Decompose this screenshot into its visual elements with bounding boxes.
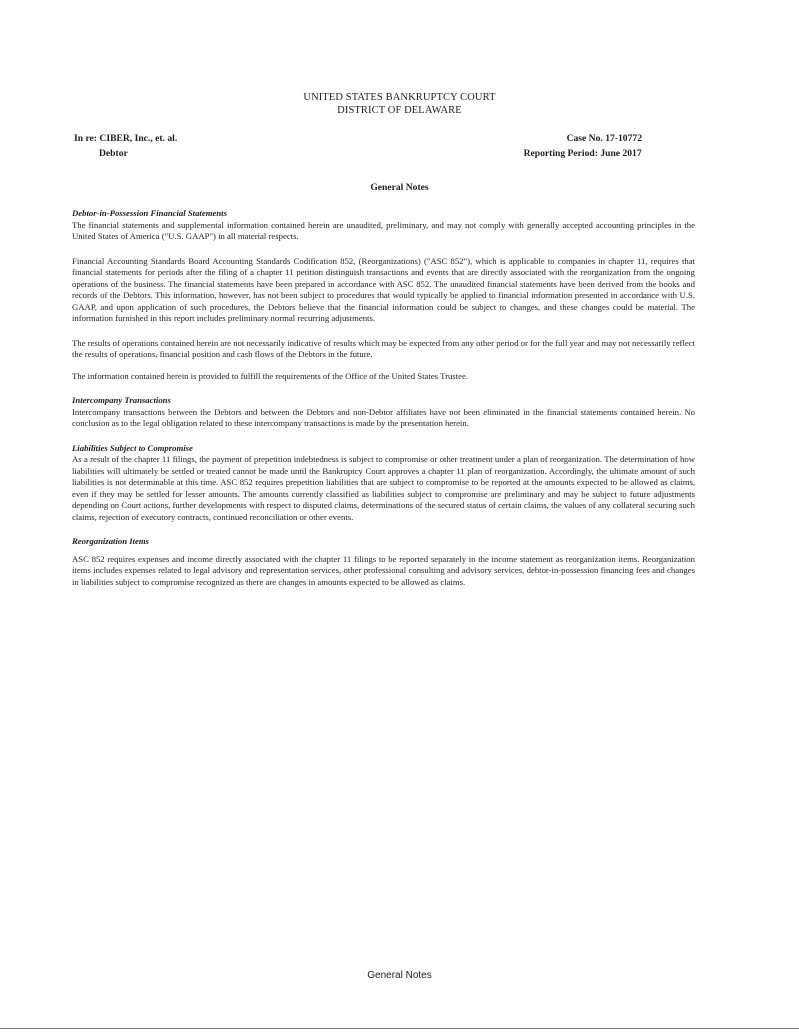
notes-title: General Notes [370,182,429,193]
dip-paragraph-3: The results of operations contained herein are not necessarily indicative of results which may be expected from any other period or for the full year and may not necessarily reflect the results of operations, financial position and cash flows of the Debtors in the future. [72,337,695,359]
intercompany-paragraph: Intercompany transactions between the Debtors and between the Debtors and non-Debtor affiliates have not been eliminated in the financial statements contained herein. No conclusion as to the legal obligation related to these intercompany transactions is made by the presentation herein. [72,406,695,428]
notes-body [72,208,695,588]
reporting-period-row [524,146,642,161]
case-caption-left [74,131,177,161]
court-name: UNITED STATES BANKRUPTCY COURT [303,92,496,103]
dip-paragraph-2: Financial Accounting Standards Board Accounting Standards Codification 852, (Reorganizations) ("ASC 852"), which is applicable to companies in chapter 11, requires that financial statements for periods after the filing of a chapter 11 petition distinguish transactions and events that are directly associated with the reorganization from the ongoing operations of the business. The financial statements have been prepared in accordance with ASC 852. The unaudited financial statements have been derived from the books and records of the Debtors. This information, however, has not been subject to procedures that would typically be applied to financial information presented in accordance with U.S. GAAP, and upon application of such procedures, the Debtors believe that the financial information could be subject to changes, and these changes could be material. The information furnished in this report includes preliminary normal recurring adjustments. [72,255,695,323]
debtor-label: Debtor [99,148,128,159]
dip-paragraph-4: The information contained herein is provided to fulfill the requirements of the Office of the United States Trustee. [72,370,468,381]
court-district: DISTRICT OF DELAWARE [337,105,462,116]
case-number-value: 17-10772 [605,133,642,144]
intercompany-heading: Intercompany Transactions [72,395,171,405]
reorg-paragraph: ASC 852 requires expenses and income directly associated with the chapter 11 filings to be reported separately in the income statement as reorganization items. Reorganization items includes expenses related to legal advisory and representation services, other professional consulting and advisory services, debtor-in-possession financing fees and changes in liabilities subject to compromise recognized as there are changes in amounts expected to be allowed as claims. [72,553,695,587]
case-number-row [524,131,642,146]
reporting-period-value: June 2017 [600,148,642,159]
page-bottom-rule [0,1028,799,1029]
liabilities-heading: Liabilities Subject to Compromise [72,442,193,453]
case-number-label: Case No. [566,133,603,144]
court-header [0,91,799,117]
dip-heading: Debtor-in-Possession Financial Statements [72,208,227,218]
dip-paragraph-1: The financial statements and supplemental information contained herein are unaudited, preliminary, and may not comply with generally accepted accounting principles in the United States of America ("U.S. GAAP") in all material respects. [72,219,695,241]
in-re-line: In re: CIBER, Inc., et. al. [74,133,178,144]
reorg-heading: Reorganization Items [72,536,149,546]
liabilities-paragraph: As a result of the chapter 11 filings, the payment of prepetition indebtedness is subject to compromise or other treatment under a plan of reorganization. The determination of how liabilities will ultimately be settled or treated cannot be made until the Bankruptcy Court approves a chapter 11 plan of reorganization. Accordingly, the ultimate amount of such liabilities is not determinable at this time. ASC 852 requires prepetition liabilities that are subject to compromise to be reported at the amounts expected to be allowed as claims, even if they may be settled for lesser amounts. The amounts currently classified as liabilities subject to compromise are preliminary and may be subject to future adjustments depending on Court actions, further developments with respect to disputed claims, determinations of the secured status of certain claims, the values of any collateral securing such claims, rejection of executory contracts, continued reconciliation or other events. [72,454,695,522]
case-caption-right [524,131,642,161]
reporting-period-label: Reporting Period: [523,148,598,159]
page-footer: General Notes [367,970,432,981]
